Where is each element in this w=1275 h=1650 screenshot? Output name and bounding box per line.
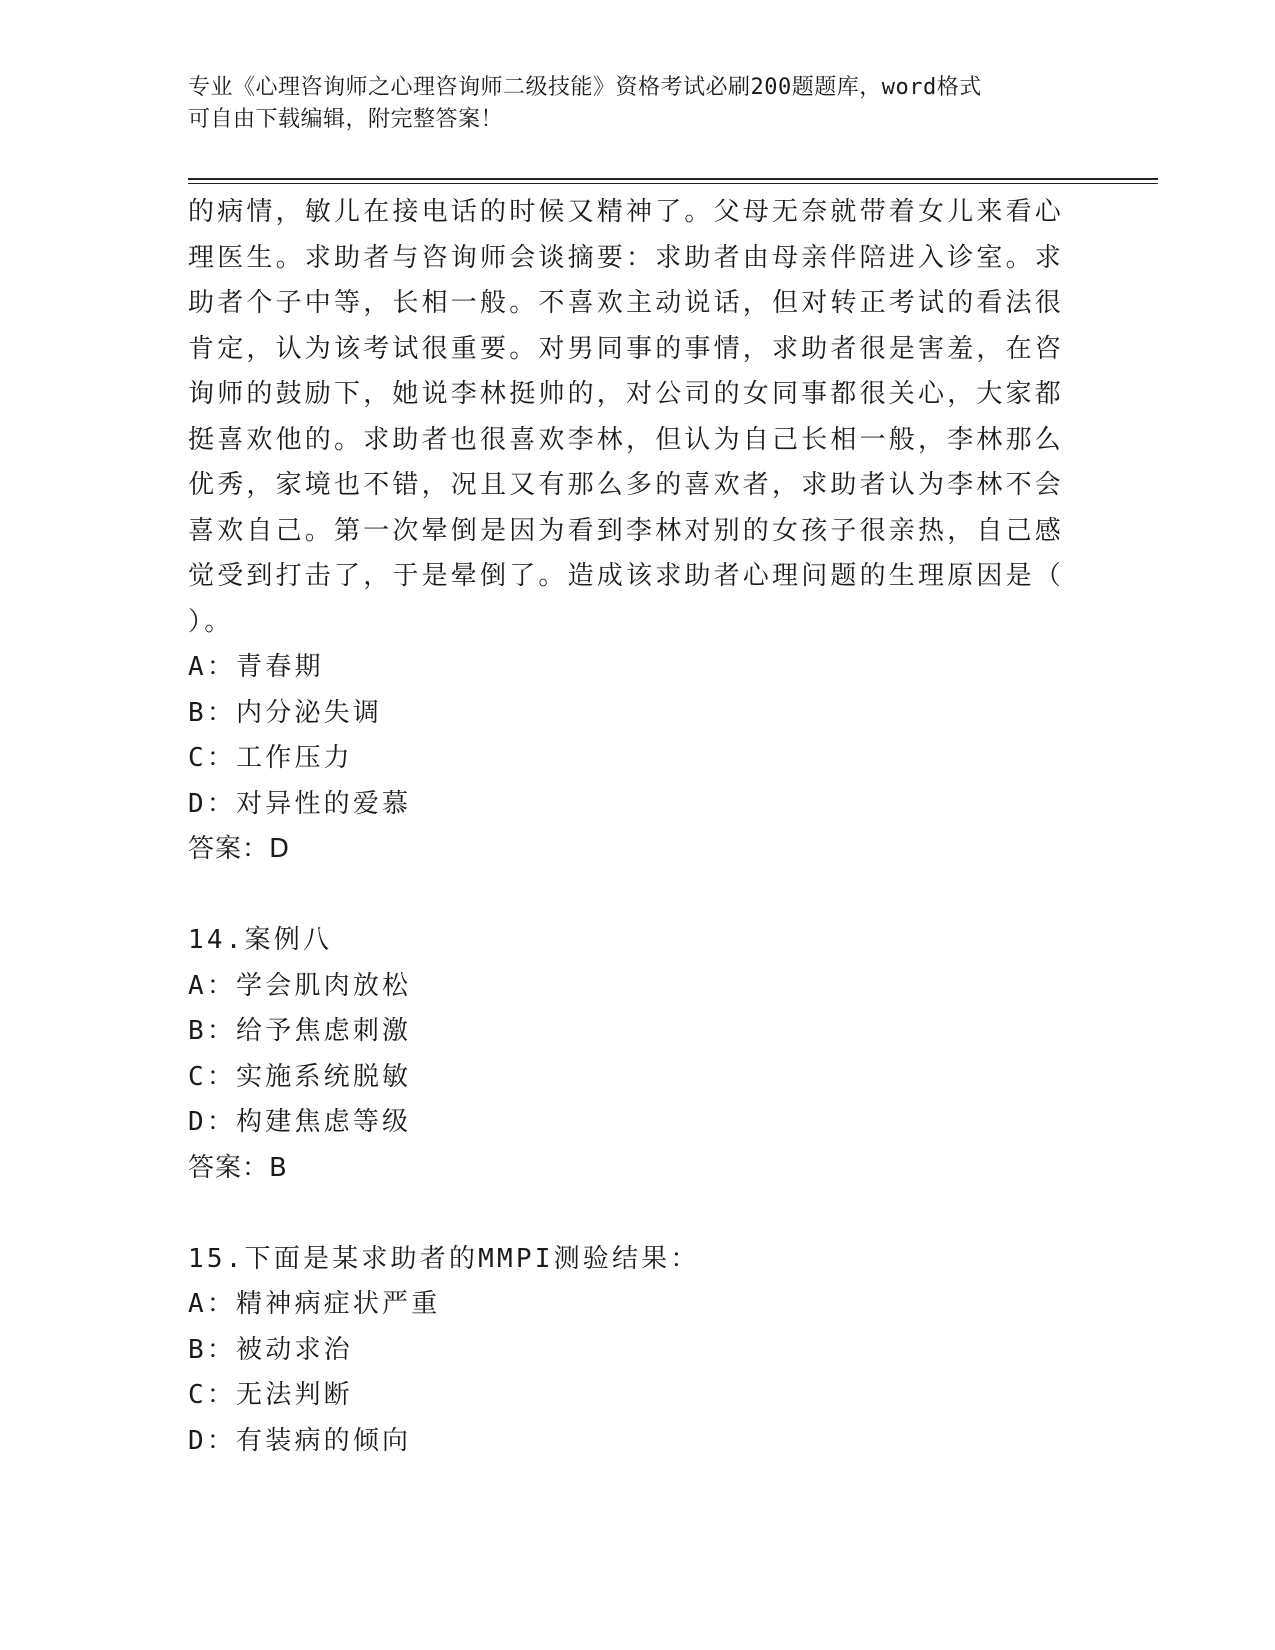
header-line-1: 专业《心理咨询师之心理咨询师二级技能》资格考试必刷200题题库，word格式 xyxy=(188,75,982,100)
option-c: C：无法判断 xyxy=(188,1380,353,1410)
header-divider-thin xyxy=(188,183,1158,184)
question-13 xyxy=(188,190,1068,873)
passage-line: 助者个子中等，长相一般。不喜欢主动说话，但对转正考试的看法很 xyxy=(188,288,1065,318)
answer: 答案：B xyxy=(188,1152,288,1183)
passage-line: 肯定，认为该考试很重要。对男同事的事情，求助者很是害羞，在咨 xyxy=(188,333,1065,364)
option-d: D：对异性的爱慕 xyxy=(188,788,412,819)
passage-line: 喜欢自己。第一次晕倒是因为看到李林对别的女孩子很亲热，自己感 xyxy=(188,515,1065,546)
answer: 答案：D xyxy=(188,834,291,864)
passage-line: 优秀，家境也不错，况且又有那么多的喜欢者，求助者认为李林不会 xyxy=(188,470,1065,500)
passage-line: 觉受到打击了，于是晕倒了。造成该求助者心理问题的生理原因是（ xyxy=(188,561,1065,591)
option-b: B：被动求治 xyxy=(188,1334,353,1365)
document-body xyxy=(188,190,1068,1464)
header-divider-thick xyxy=(188,178,1158,180)
passage-line: 询师的鼓励下，她说李林挺帅的，对公司的女同事都很关心，大家都 xyxy=(188,379,1065,409)
spacer xyxy=(188,873,1068,919)
option-a: A：青春期 xyxy=(188,652,324,682)
option-d: D：构建焦虑等级 xyxy=(188,1107,412,1137)
question-title: 15.下面是某求助者的MMPI测验结果： xyxy=(188,1243,700,1274)
header-line-2: 可自由下载编辑，附完整答案！ xyxy=(188,107,504,132)
spacer xyxy=(188,1191,1068,1237)
passage-line: 理医生。求助者与咨询师会谈摘要：求助者由母亲伴陪进入诊室。求 xyxy=(188,242,1065,273)
question-14 xyxy=(188,918,1068,1191)
option-b: B：内分泌失调 xyxy=(188,697,383,728)
passage-line: ）。 xyxy=(188,606,234,637)
option-c: C：实施系统脱敏 xyxy=(188,1061,412,1092)
option-d: D：有装病的倾向 xyxy=(188,1425,412,1456)
option-b: B：给予焦虑刺激 xyxy=(188,1016,412,1046)
question-title: 14.案例八 xyxy=(188,925,333,955)
option-a: A：学会肌肉放松 xyxy=(188,970,412,1001)
question-15 xyxy=(188,1237,1068,1465)
option-a: A：精神病症状严重 xyxy=(188,1289,441,1319)
passage-line: 的病情，敏儿在接电话的时候又精神了。父母无奈就带着女儿来看心 xyxy=(188,197,1065,227)
option-c: C：工作压力 xyxy=(188,743,353,773)
page-header xyxy=(188,72,1068,136)
passage-line: 挺喜欢他的。求助者也很喜欢李林，但认为自己长相一般，李林那么 xyxy=(188,424,1065,455)
